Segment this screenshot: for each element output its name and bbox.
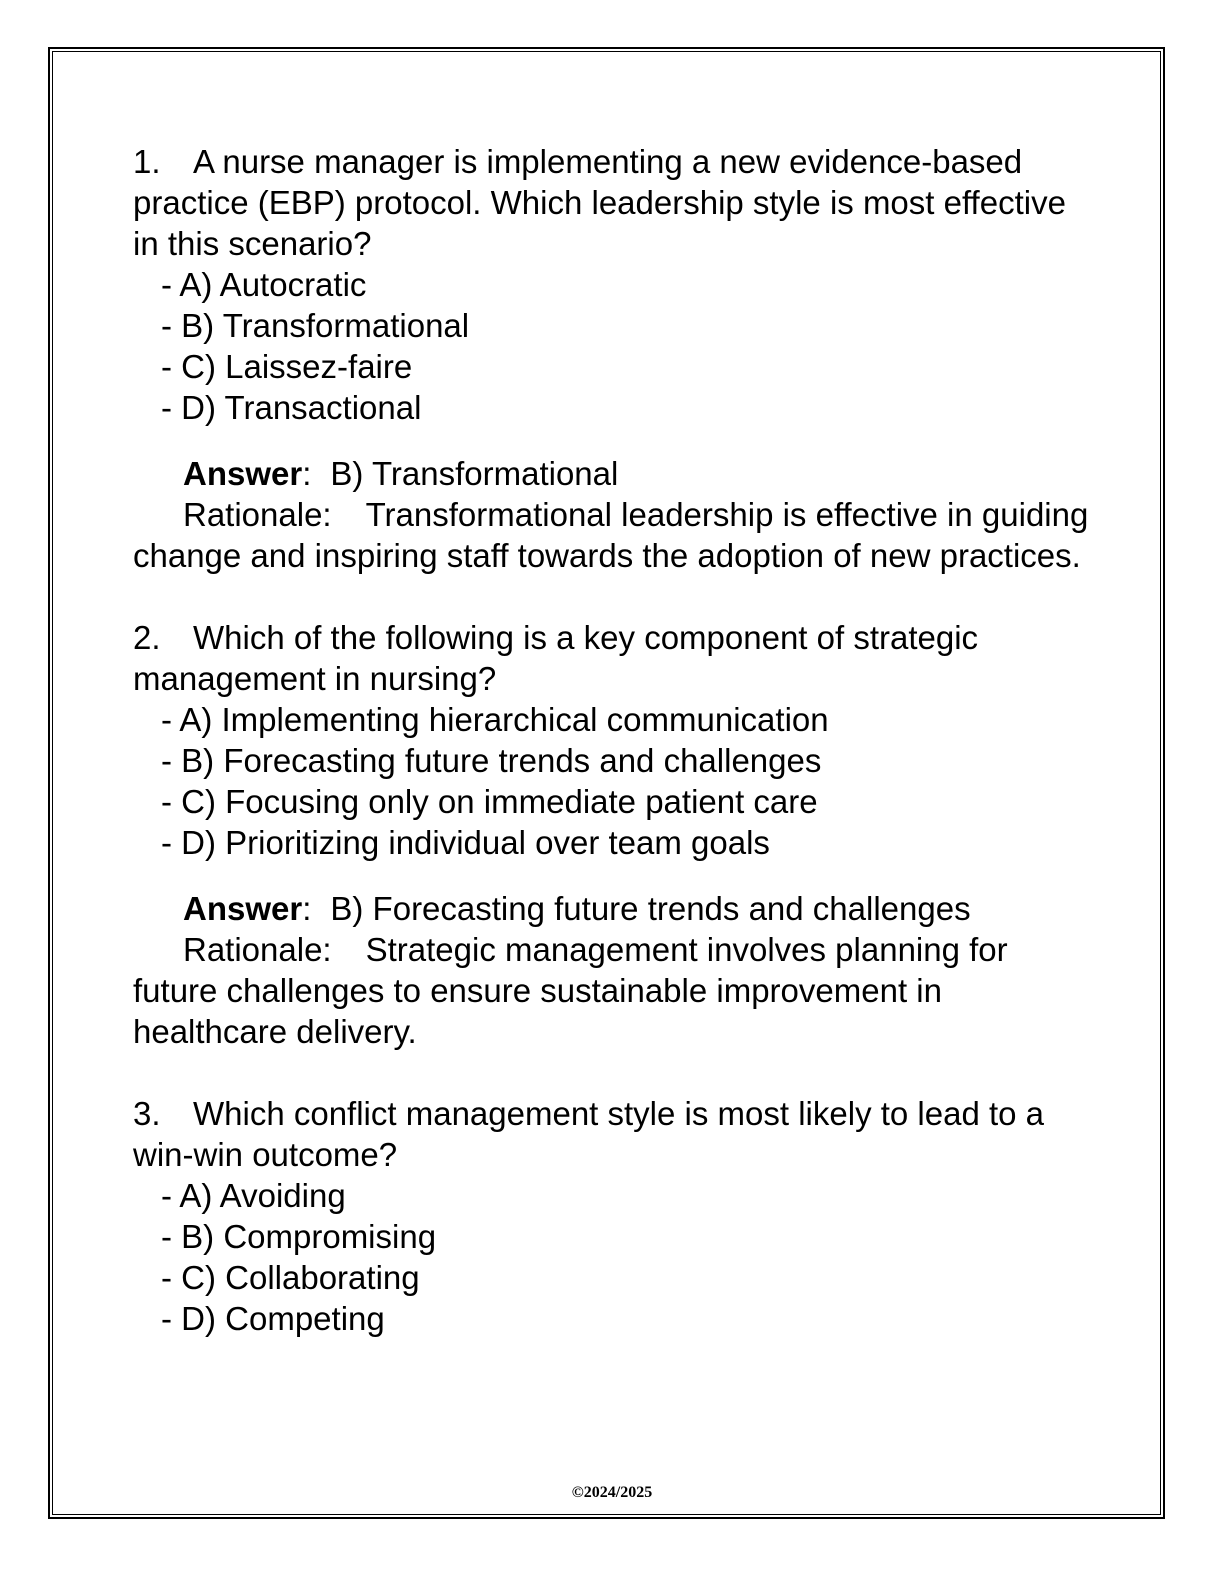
option-d: - D) Competing bbox=[161, 1300, 385, 1337]
question-number: 2. bbox=[133, 619, 161, 656]
option-c: - C) Focusing only on immediate patient care bbox=[161, 783, 818, 820]
option-c: - C) Laissez-faire bbox=[161, 348, 413, 385]
question-3 bbox=[133, 1093, 1093, 1339]
option-b: - B) Forecasting future trends and challenges bbox=[161, 742, 822, 779]
question-1 bbox=[133, 141, 1093, 576]
answer-line: Answer: B) Transformational bbox=[183, 455, 619, 492]
option-list bbox=[133, 264, 1093, 428]
question-text bbox=[133, 1093, 1093, 1175]
rationale bbox=[133, 929, 1093, 1052]
question-text bbox=[133, 141, 1093, 264]
question-stem: A nurse manager is implementing a new evidence-based practice (EBP) protocol. Which leadership style is most effective in this scenario? bbox=[133, 143, 1066, 262]
answer-text: B) Forecasting future trends and challenges bbox=[330, 890, 971, 927]
option-a: - A) Autocratic bbox=[161, 266, 367, 303]
option-list bbox=[133, 1175, 1093, 1339]
rationale bbox=[133, 494, 1093, 576]
option-b: - B) Transformational bbox=[161, 307, 470, 344]
option-b: - B) Compromising bbox=[161, 1218, 437, 1255]
answer-label: Answer bbox=[183, 455, 303, 492]
question-2 bbox=[133, 617, 1093, 1052]
option-d: - D) Prioritizing individual over team goals bbox=[161, 824, 770, 861]
document-content bbox=[133, 141, 1093, 1339]
answer-text: B) Transformational bbox=[330, 455, 619, 492]
rationale-text: Transformational leadership is effective in guiding change and inspiring staff towards the adoption of new practices. bbox=[133, 496, 1089, 574]
option-list bbox=[133, 699, 1093, 863]
rationale-label: Rationale: bbox=[183, 931, 332, 968]
option-d: - D) Transactional bbox=[161, 389, 422, 426]
question-text bbox=[133, 617, 1093, 699]
question-stem: Which conflict management style is most likely to lead to a win-win outcome? bbox=[133, 1095, 1045, 1173]
copyright-footer: ©2024/2025 bbox=[571, 1484, 653, 1501]
rationale-text: Strategic management involves planning for future challenges to ensure sustainable improvement in healthcare delivery. bbox=[133, 931, 1008, 1050]
answer-line: Answer: B) Forecasting future trends and challenges bbox=[183, 890, 971, 927]
question-number: 1. bbox=[133, 143, 161, 180]
question-stem: Which of the following is a key component of strategic management in nursing? bbox=[133, 619, 979, 697]
question-number: 3. bbox=[133, 1095, 161, 1132]
answer-label: Answer bbox=[183, 890, 303, 927]
option-c: - C) Collaborating bbox=[161, 1259, 420, 1296]
option-a: - A) Implementing hierarchical communication bbox=[161, 701, 829, 738]
rationale-label: Rationale: bbox=[183, 496, 332, 533]
option-a: - A) Avoiding bbox=[161, 1177, 346, 1214]
